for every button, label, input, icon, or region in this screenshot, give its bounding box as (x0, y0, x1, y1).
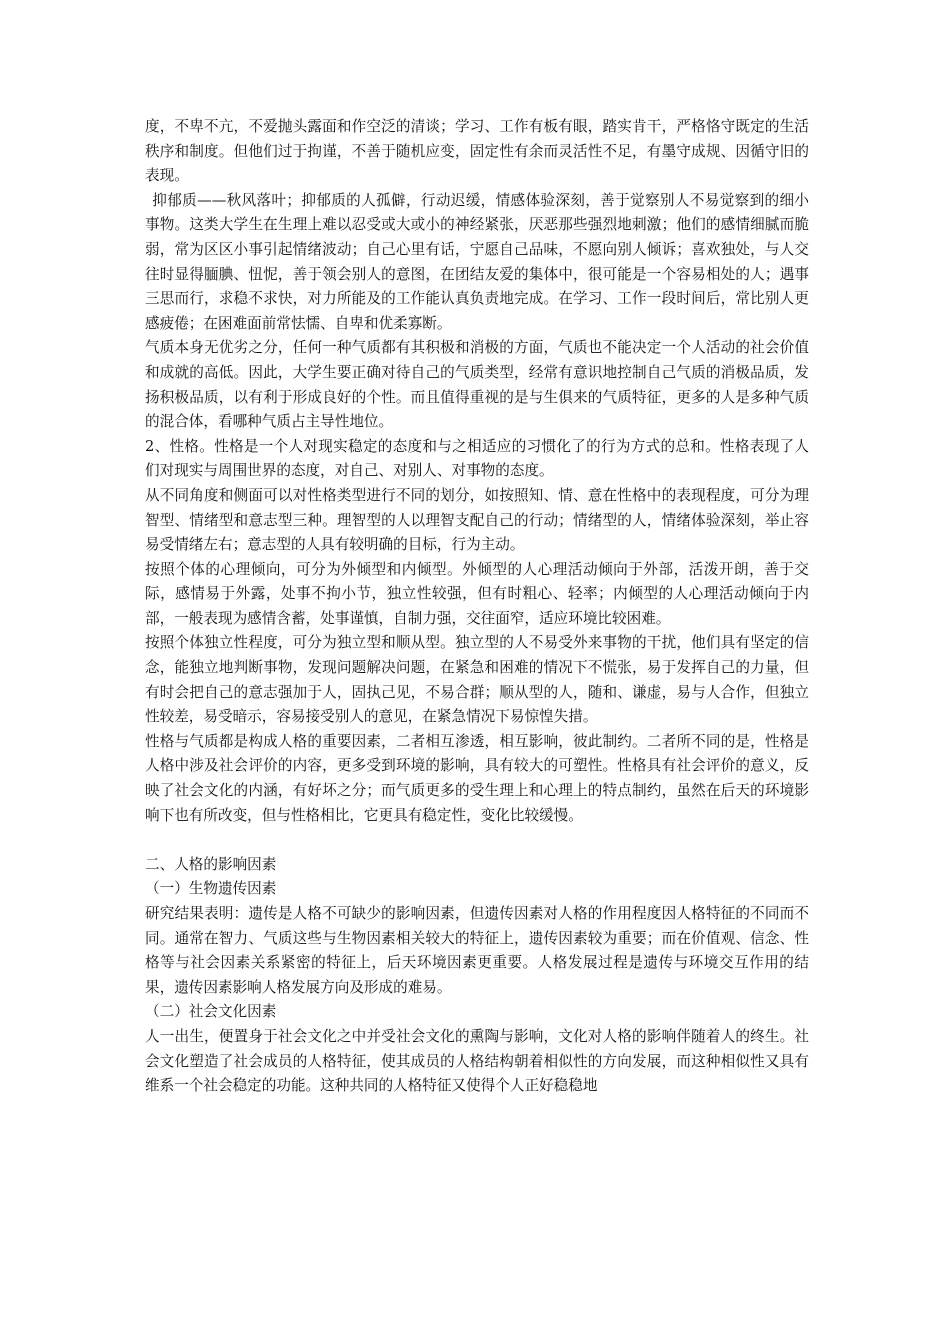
paragraph-melancholic: 抑郁质——秋风落叶；抑郁质的人孤僻，行动迟缓，情感体验深刻，善于觉察别人不易觉察到的细小事物。这类大学生在生理上难以忍受或大或小的神经紧张，厌恶那些强烈地刺激；他们的感情细腻而脆弱，常为区区小事引起情绪波动；自己心里有话，宁愿自己品味，不愿向别人倾诉；喜欢独处，与人交往时显得腼腆、忸怩，善于领会别人的意图，在团结友爱的集体中，很可能是一个容易相处的人；遇事三思而行，求稳不求快，对力所能及的工作能认真负责地完成。在学习、工作一段时间后，常比别人更感疲倦；在困难面前常怯懦、自卑和优柔寡断。 (145, 191, 809, 332)
paragraph-temperament-summary: 气质本身无优劣之分，任何一种气质都有其积极和消极的方面，气质也不能决定一个人活动的社会价值和成就的高低。因此，大学生要正确对待自己的气质类型，经常有意识地控制自己气质的消极品质，发扬积极品质，以有利于形成良好的个性。而且值得重视的是与生俱来的气质特征，更多的人是多种气质的混合体，看哪种气质占主导性地位。 (145, 339, 809, 431)
paragraph-extraversion-introversion: 按照个体的心理倾向，可分为外倾型和内倾型。外倾型的人心理活动倾向于外部，活泼开朗，善于交际，感情易于外露，处事不拘小节，独立性较强，但有时粗心、轻率；内倾型的人心理活动倾向于内部，一般表现为感情含蓄，处事谨慎，自制力强，交往面窄，适应环境比较困难。 (145, 560, 809, 627)
section-heading: 二、人格的影响因素 (145, 855, 277, 873)
subsection-body-genetic: 研究结果表明：遗传是人格不可缺少的影响因素，但遗传因素对人格的作用程度因人格特征的不同而不同。通常在智力、气质这些与生物因素相关较大的特征上，遗传因素较为重要；而在价值观、信念、性格等与社会因素关系紧密的特征上，后天环境因素更重要。人格发展过程是遗传与环境交互作用的结果，遗传因素影响人格发展方向及形成的难易。 (145, 905, 809, 996)
subsection-title-genetic: （一）生物遗传因素 (145, 880, 277, 898)
paragraph-independence-compliance: 按照个体独立性程度，可分为独立型和顺从型。独立型的人不易受外来事物的干扰，他们具有坚定的信念，能独立地判断事物，发现问题解决问题，在紧急和困难的情况下不慌张，易于发挥自己的力量，但有时会把自己的意志强加于人，固执己见，不易合群；顺从型的人，随和、谦虚，易与人合作，但独立性较差，易受暗示，容易接受别人的意见，在紧急情况下易惊惶失措。 (145, 634, 809, 726)
paragraph-character-definition: 2、性格。性格是一个人对现实稳定的态度和与之相适应的习惯化了的行为方式的总和。性格表现了人们对现实与周围世界的态度，对自己、对别人、对事物的态度。 (145, 437, 809, 480)
paragraph-phlegmatic-continued: 度，不卑不亢，不爱抛头露面和作空泛的清谈；学习、工作有板有眼，踏实肯干，严格恪守既定的生活秩序和制度。但他们过于拘谨，不善于随机应变，固定性有余而灵活性不足，有墨守成规、因循守旧的表现。 (145, 118, 809, 185)
subsection-title-culture: （二）社会文化因素 (145, 1003, 277, 1021)
paragraph-character-vs-temperament: 性格与气质都是构成人格的重要因素，二者相互渗透，相互影响，彼此制约。二者所不同的是，性格是人格中涉及社会评价的内容，更多受到环境的影响，具有较大的可塑性。性格具有社会评价的意义，反映了社会文化的内涵，有好坏之分；而气质更多的受生理上和心理上的特点制约，虽然在后天的环境影响下也有所改变，但与性格相比，它更具有稳定性，变化比较缓慢。 (145, 732, 809, 824)
subsection-body-culture: 人一出生，便置身于社会文化之中并受社会文化的熏陶与影响，文化对人格的影响伴随着人的终生。社会文化塑造了社会成员的人格特征，使其成员的人格结构朝着相似性的方向发展，而这种相似性又具有维系一个社会稳定的功能。这种共同的人格特征又使得个人正好稳稳地 (145, 1027, 809, 1095)
blank-line (145, 828, 809, 853)
document-page (145, 115, 809, 1099)
paragraph-character-types: 从不同角度和侧面可以对性格类型进行不同的划分，如按照知、情、意在性格中的表现程度，可分为理智型、情绪型和意志型三种。理智型的人以理智支配自己的行动；情绪型的人，情绪体验深刻，举止容易受情绪左右；意志型的人具有较明确的目标，行为主动。 (145, 486, 809, 554)
